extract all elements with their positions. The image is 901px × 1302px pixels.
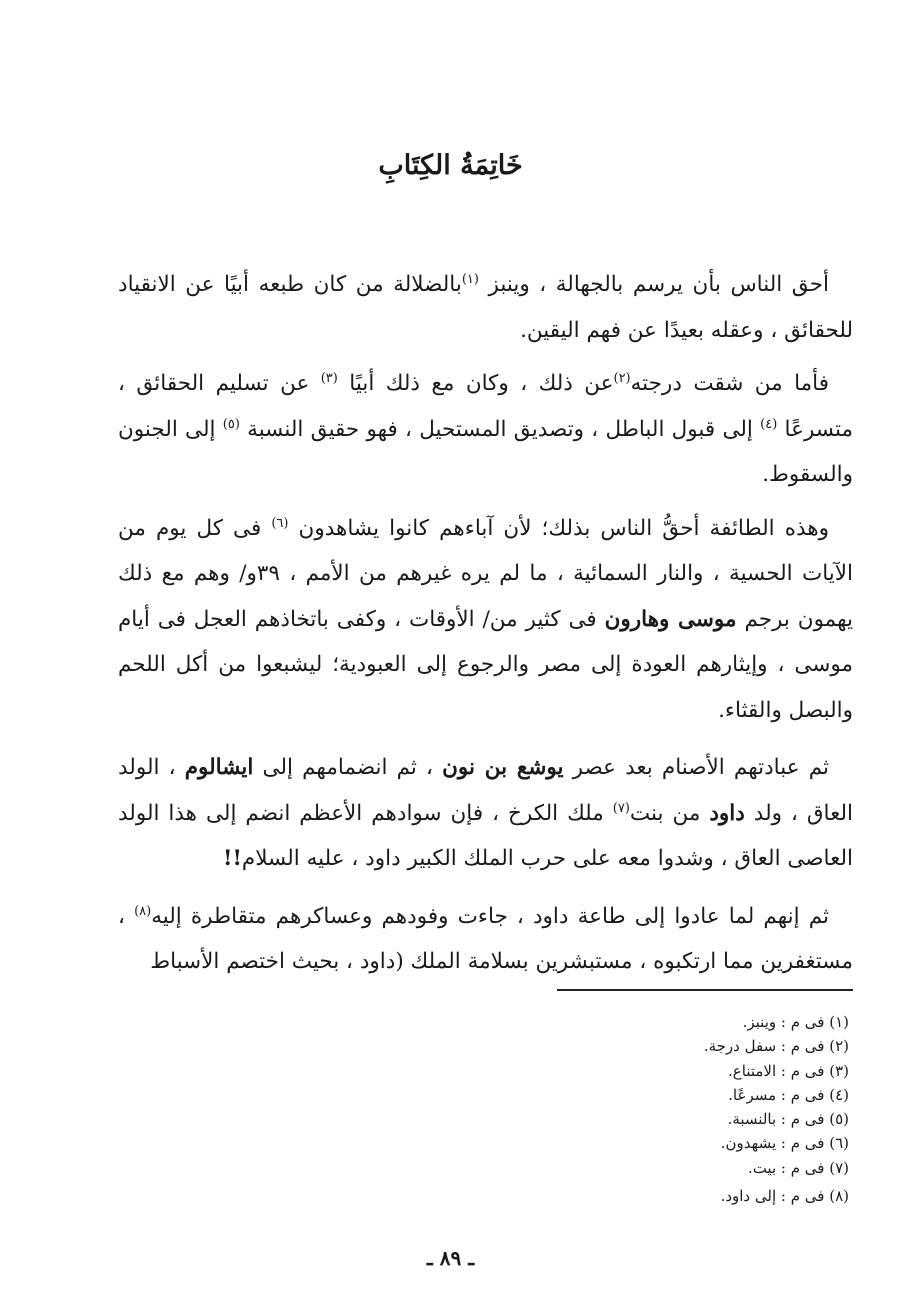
paragraph-1 [118,262,853,353]
text-run: ثم عبادتهم الأصنام بعد عصر [563,755,829,780]
footnote-ref-3: (٣) [320,370,338,386]
footnote-ref-1: (١) [461,271,479,287]
paragraph-4 [118,745,853,882]
text-run: فأما من شقت درجته [630,371,829,396]
bold-name: يوشع بن نون [442,755,564,780]
text-run: بالضلالة من كان طبعه أبيًا عن الانقياد للحقائق ، وعقله بعيدًا عن فهم اليقين. [118,272,853,343]
footnote-divider [557,989,853,991]
footnote-4: (٤) فى م : مسرعًا. [728,1085,849,1104]
footnote-5: (٥) فى م : بالنسبة. [727,1110,849,1129]
exclamation-marks: !! [223,846,242,871]
text-run: فى كل يوم من الآيات الحسية ، والنار السمائية ، ما لم يره غيرهم من الأمم ، ٣٩و/ وهم مع ذلك يهمون برجم [118,515,853,632]
text-run: إلى قبول الباطل ، وتصديق المستحيل ، فهو حقيق النسبة [239,416,761,442]
footnote-ref-6: (٦) [271,515,289,531]
text-run: أحق الناس بأن يرسم بالجهالة ، وينبز [478,272,829,297]
footnote-1: (١) فى م : وينبز. [742,1013,849,1031]
paragraph-2 [118,361,853,498]
text-run: فى كثير من/ الأوقات ، وكفى باتخاذهم العجل فى أيام موسى ، وإيثارهم العودة إلى مصر والرجوع إلى العبودية؛ ليشبعوا من أكل اللحم والبصل والقثاء. [118,606,853,723]
text-run: إلى الجنون والسقوط. [118,416,853,487]
text-run: عن تسليم الحقائق ، متسرعًا [118,371,853,442]
footnotes [449,1010,849,1208]
text-run: ، ثم انضمامهم إلى [253,755,443,780]
footnote-ref-7: (٧) [612,800,630,816]
text-run: ثم إنهم لما عادوا إلى طاعة داود ، جاءت وفودهم وعساكرهم متقاطرة إليه [151,903,829,929]
footnote-2: (٢) فى م : سفل درجة. [703,1037,849,1056]
footnote-7: (٧) فى م : بيت. [747,1158,849,1177]
bold-name: داود [709,800,745,826]
bold-name: ايشالوم [184,755,254,780]
text-run: ، مستغفرين مما ارتكبوه ، مستبشرين بسلامة الملك (داود ، بحيث اختصم الأسباط [118,903,853,974]
text-run: ، الولد العاق ، ولد [118,755,853,826]
bold-name: موسى وهارون [604,606,737,632]
footnote-8: (٨) فى م : إلى داود. [720,1187,849,1206]
footnote-ref-5: (٥) [222,416,240,432]
footnote-ref-4: (٤) [760,416,778,432]
text-run: وهذه الطائفة أحقُّ الناس بذلك؛ لأن آباءهم كانوا يشاهدون [288,515,829,541]
footnote-3: (٣) فى م : الامتناع. [728,1061,849,1080]
chapter-heading: خَاتِمَةُ الكِتَابِ [378,150,523,181]
footnote-ref-8: (٨) [134,903,152,919]
body-text [118,262,853,993]
footnote-ref-2: (٢) [613,370,631,386]
paragraph-5 [118,894,853,985]
paragraph-3 [118,506,853,734]
text-run: ملك الكرخ ، فإن سوادهم الأعظم انضم إلى هذا الولد العاصى العاق ، وشدوا معه على حرب الملك الكبير داود ، عليه السلام [118,800,853,871]
page-number: ـ ٨٩ ـ [426,1246,475,1270]
footnote-6: (٦) فى م : يشهدون. [720,1134,849,1153]
text-run: عن ذلك ، وكان مع ذلك أبيًا [337,371,614,396]
text-run: من بنت [629,800,710,826]
